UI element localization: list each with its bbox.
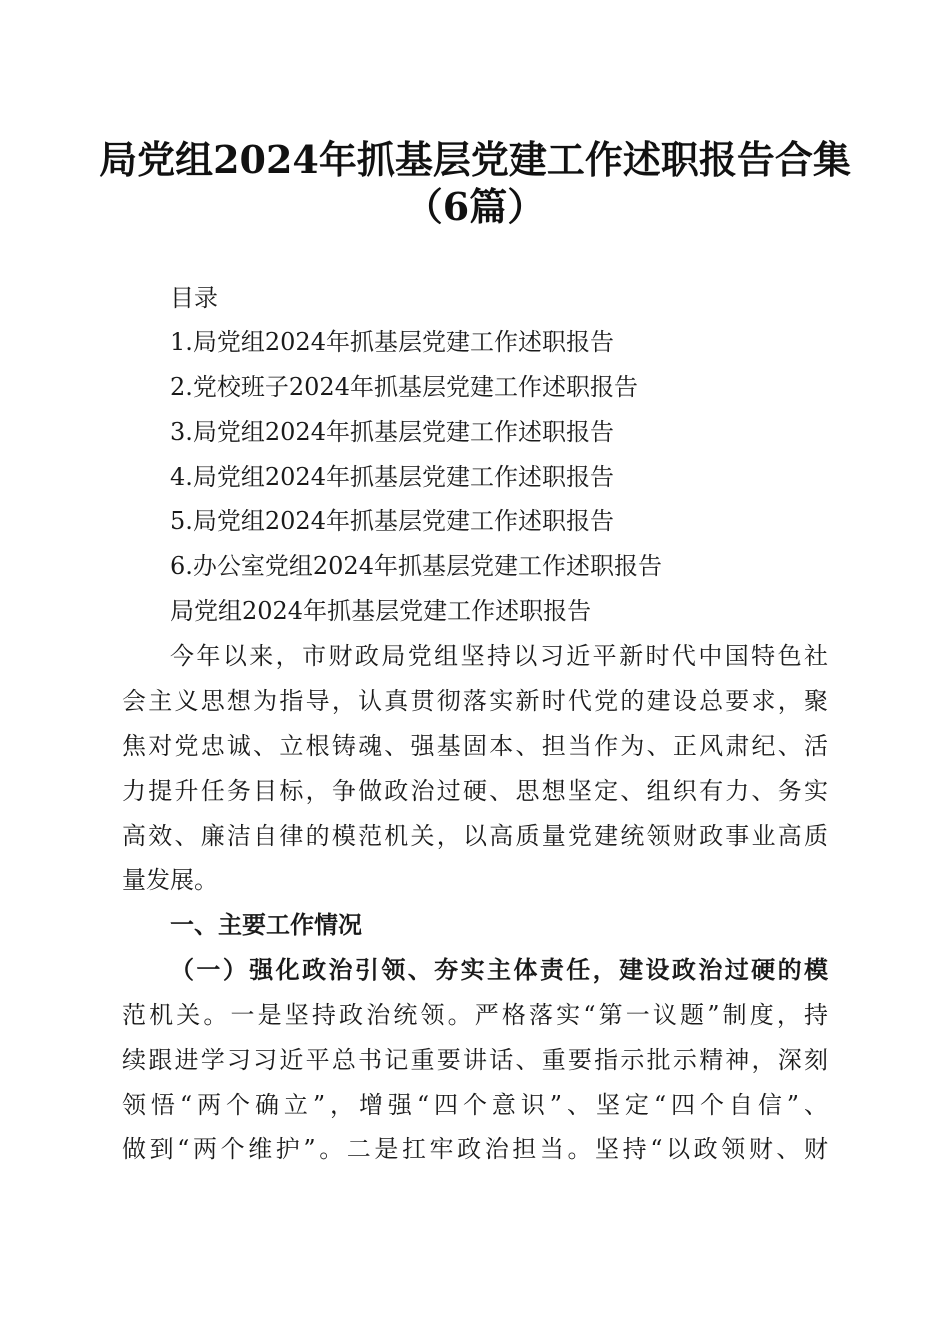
intro-line: 力提升任务目标，争做政治过硬、思想坚定、组织有力、务实: [122, 777, 828, 805]
toc-item-5[interactable]: 5.局党组2024年抓基层党建工作述职报告: [170, 507, 614, 535]
intro-line: 高效、廉洁自律的模范机关，以高质量党建统领财政事业高质: [122, 822, 828, 850]
intro-line: 会主义思想为指导，认真贯彻落实新时代党的建设总要求，聚: [122, 687, 828, 715]
paragraph-line: 领悟“两个确立”，增强“四个意识”、坚定“四个自信”、: [122, 1091, 828, 1119]
paragraph-line: 续跟进学习习近平总书记重要讲话、重要指示批示精神，深刻: [122, 1046, 828, 1074]
paragraph-line: （一）强化政治引领、夯实主体责任，建设政治过硬的模: [170, 955, 828, 984]
section-heading: 一、主要工作情况: [170, 911, 362, 939]
section-title: 局党组2024年抓基层党建工作述职报告: [170, 597, 592, 625]
toc-heading: 目录: [170, 284, 218, 312]
toc-item-3[interactable]: 3.局党组2024年抓基层党建工作述职报告: [170, 418, 614, 446]
intro-line: 量发展。: [122, 866, 218, 894]
toc-item-1[interactable]: 1.局党组2024年抓基层党建工作述职报告: [170, 328, 614, 356]
paragraph-line: 做到“两个维护”。二是扛牢政治担当。坚持“以政领财、财: [122, 1135, 828, 1163]
intro-line: 今年以来，市财政局党组坚持以习近平新时代中国特色社: [170, 642, 828, 670]
toc-item-4[interactable]: 4.局党组2024年抓基层党建工作述职报告: [170, 463, 614, 491]
document-title: 局党组2024年抓基层党建工作述职报告合集: [99, 137, 851, 182]
toc-item-2[interactable]: 2.党校班子2024年抓基层党建工作述职报告: [170, 373, 638, 401]
toc-item-6[interactable]: 6.办公室党组2024年抓基层党建工作述职报告: [170, 552, 662, 580]
paragraph-line: 范机关。一是坚持政治统领。严格落实“第一议题”制度，持: [122, 1001, 828, 1029]
document-subtitle: （6篇）: [404, 184, 546, 229]
intro-line: 焦对党忠诚、立根铸魂、强基固本、担当作为、正风肃纪、活: [122, 732, 828, 760]
